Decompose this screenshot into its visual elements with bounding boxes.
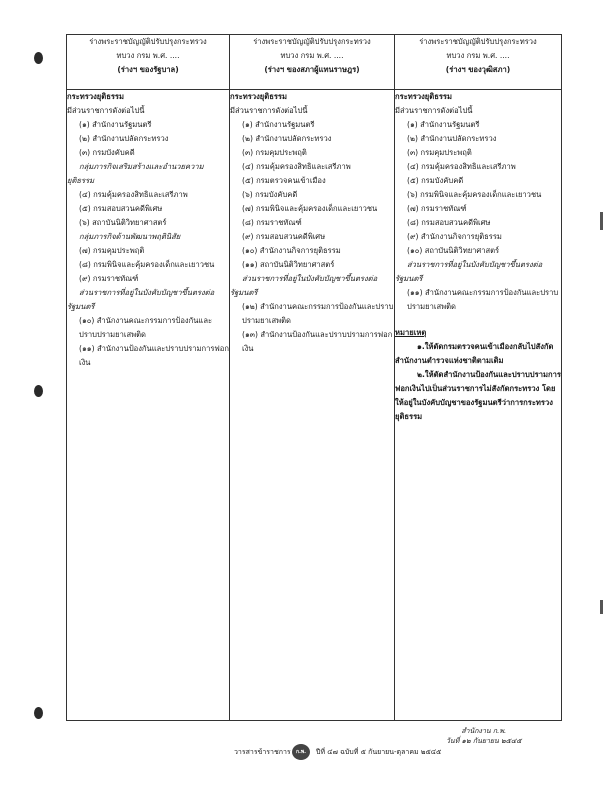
- list-item: (๑๐) สำนักงานกิจการยุติธรรม: [242, 246, 341, 255]
- column-body-government: [67, 90, 230, 721]
- list-item: (๑๐) สถาบันนิติวิทยาศาสตร์: [407, 246, 500, 255]
- list-item: (๑๓) สำนักงานป้องกันและปราบปรามการฟอกเงิน: [242, 330, 393, 353]
- ministry-name: กระทรวงยุติธรรม: [67, 92, 124, 101]
- group-heading: ส่วนราชการที่อยู่ในบังคับบัญชาขึ้นตรงต่อรัฐมนตรี: [67, 288, 215, 311]
- punch-hole: [34, 385, 43, 397]
- signature-date: วันที่ ๑๒ กันยายน ๒๕๔๕: [446, 737, 522, 745]
- intro-line: มีส่วนราชการดังต่อไปนี้: [230, 106, 308, 115]
- header-title: ร่างพระราชบัญญัติปรับปรุงกระทรวง: [89, 37, 207, 46]
- header-source: (ร่างฯ ของรัฐบาล): [117, 65, 179, 74]
- list-item: (๑๑) สถาบันนิติวิทยาศาสตร์: [242, 260, 335, 269]
- group-heading: กลุ่มภารกิจเสริมสร้างและอำนวยความยุติธรรม: [67, 162, 204, 185]
- group-heading: กลุ่มภารกิจด้านพัฒนาพฤตินิสัย: [79, 232, 181, 241]
- header-year: ทบวง กรม พ.ศ. ....: [280, 51, 344, 60]
- note-paragraph: ๑.ให้ตัดกรมตรวจคนเข้าเมืองกลับไปสังกัดสำนักงานตำรวจแห่งชาติตามเดิม: [395, 342, 554, 365]
- list-item: (๙) กรมราชทัณฑ์: [79, 274, 139, 283]
- list-item: (๑) สำนักงานรัฐมนตรี: [407, 120, 480, 129]
- list-item: (๘) กรมสอบสวนคดีพิเศษ: [407, 218, 491, 227]
- header-year: ทบวง กรม พ.ศ. ....: [116, 51, 180, 60]
- list-item: (๒) สำนักงานปลัดกระทรวง: [242, 134, 332, 143]
- list-item: (๔) กรมคุ้มครองสิทธิและเสรีภาพ: [79, 190, 188, 199]
- column-header-government: [67, 35, 230, 90]
- list-item: (๕) กรมสอบสวนคดีพิเศษ: [79, 204, 163, 213]
- list-item: (๗) กรมคุมประพฤติ: [79, 246, 145, 255]
- scan-edge-mark: [600, 212, 603, 230]
- group-heading: ส่วนราชการที่อยู่ในบังคับบัญชาขึ้นตรงต่อรัฐมนตรี: [230, 274, 378, 297]
- intro-line: มีส่วนราชการดังต่อไปนี้: [395, 106, 473, 115]
- list-item: (๖) สถาบันนิติวิทยาศาสตร์: [79, 218, 167, 227]
- list-item: (๑๑) สำนักงานคณะกรรมการป้องกันและปราบปรามยาเสพติด: [407, 288, 559, 311]
- list-item: (๑) สำนักงานรัฐมนตรี: [79, 120, 152, 129]
- punch-hole: [34, 52, 43, 64]
- list-item: (๓) กรมคุมประพฤติ: [242, 148, 307, 157]
- signature-block: [446, 726, 522, 746]
- punch-hole: [34, 707, 43, 719]
- list-item: (๓) กรมบังคับคดี: [79, 148, 135, 157]
- intro-line: มีส่วนราชการดังต่อไปนี้: [67, 106, 145, 115]
- comparison-table: [66, 34, 562, 721]
- issue-info: ปีที่ ๔๗ ฉบับที่ ๕ กันยายน-ตุลาคม ๒๕๔๕: [316, 748, 442, 756]
- note-paragraph: ๒.ให้ตัดสำนักงานป้องกันและปราบปรามการฟอกเงินไปเป็นส่วนราชการไม่สังกัดกระทรวง โดยให้อยู่ในบังคับบัญชาของรัฐมนตรีว่าการกระทรวงยุติธรรม: [395, 370, 561, 421]
- journal-name: วารสารข้าราชการ: [234, 748, 291, 756]
- column-header-house: [230, 35, 395, 90]
- list-item: (๔) กรมคุ้มครองสิทธิและเสรีภาพ: [407, 162, 516, 171]
- page-footer: [234, 744, 534, 760]
- header-title: ร่างพระราชบัญญัติปรับปรุงกระทรวง: [253, 37, 371, 46]
- list-item: (๘) กรมพินิจและคุ้มครองเด็กและเยาวชน: [79, 260, 215, 269]
- list-item: (๙) สำนักงานกิจการยุติธรรม: [407, 232, 502, 241]
- list-item: (๒) สำนักงานปลัดกระทรวง: [407, 134, 497, 143]
- list-item: (๘) กรมราชทัณฑ์: [242, 218, 302, 227]
- list-item: (๕) กรมบังคับคดี: [407, 176, 464, 185]
- list-item: (๔) กรมคุ้มครองสิทธิและเสรีภาพ: [242, 162, 351, 171]
- scan-edge-mark: [600, 600, 603, 614]
- list-item: (๑) สำนักงานรัฐมนตรี: [242, 120, 315, 129]
- list-item: (๓) กรมคุมประพฤติ: [407, 148, 472, 157]
- header-source: (ร่างฯ ของสภาผู้แทนราษฎร): [264, 65, 360, 74]
- header-title: ร่างพระราชบัญญัติปรับปรุงกระทรวง: [419, 37, 537, 46]
- list-item: (๖) กรมพินิจและคุ้มครองเด็กและเยาวชน: [407, 190, 542, 199]
- ocsc-logo-icon: ก.พ.: [292, 744, 310, 760]
- column-header-senate: [395, 35, 562, 90]
- list-item: (๗) กรมพินิจและคุ้มครองเด็กและเยาวชน: [242, 204, 378, 213]
- header-year: ทบวง กรม พ.ศ. ....: [446, 51, 510, 60]
- list-item: (๗) กรมราชทัณฑ์: [407, 204, 467, 213]
- note-heading: หมายเหตุ: [395, 328, 427, 337]
- ministry-name: กระทรวงยุติธรรม: [395, 92, 452, 101]
- list-item: (๑๐) สำนักงานคณะกรรมการป้องกันและปราบปรามยาเสพติด: [79, 316, 213, 339]
- list-item: (๖) กรมบังคับคดี: [242, 190, 298, 199]
- column-body-house: [230, 90, 395, 721]
- list-item: (๕) กรมตรวจคนเข้าเมือง: [242, 176, 326, 185]
- signature-office: สำนักงาน ก.พ.: [461, 727, 507, 735]
- group-heading: ส่วนราชการที่อยู่ในบังคับบัญชาขึ้นตรงต่อรัฐมนตรี: [395, 260, 543, 283]
- list-item: (๙) กรมสอบสวนคดีพิเศษ: [242, 232, 326, 241]
- list-item: (๑๑) สำนักงานป้องกันและปราบปรามการฟอกเงิน: [79, 344, 229, 367]
- ministry-name: กระทรวงยุติธรรม: [230, 92, 287, 101]
- header-source: (ร่างฯ ของวุฒิสภา): [445, 65, 511, 74]
- list-item: (๒) สำนักงานปลัดกระทรวง: [79, 134, 169, 143]
- column-body-senate: [395, 90, 562, 721]
- list-item: (๑๒) สำนักงานคณะกรรมการป้องกันและปราบปรามยาเสพติด: [242, 302, 394, 325]
